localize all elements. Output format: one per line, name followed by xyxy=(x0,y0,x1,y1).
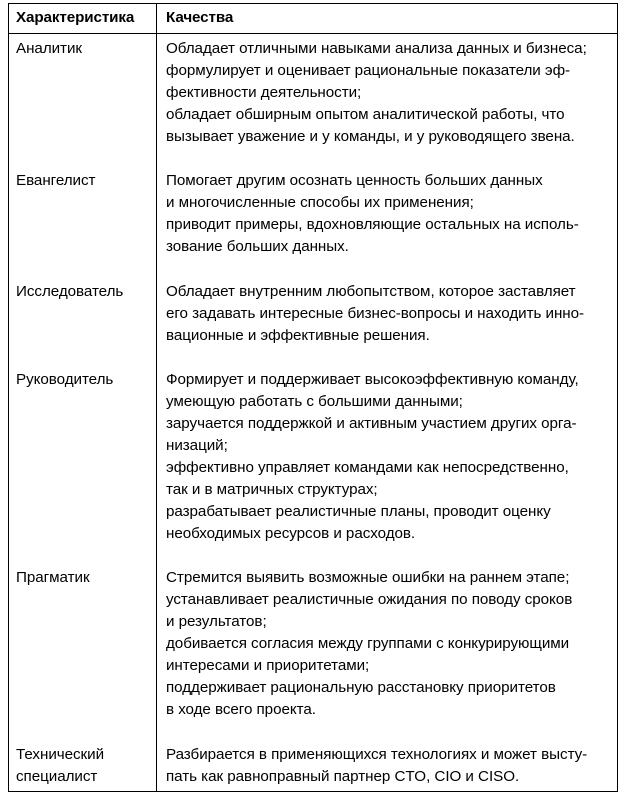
table-row xyxy=(9,347,618,545)
column-header-qualities: Качества xyxy=(157,4,618,34)
qualities-text-line: и многочисленные способы их применения; xyxy=(166,194,474,212)
characteristics-qualities-table xyxy=(8,3,618,792)
qualities-text-line: устанавливает реалистичные ожидания по поводу сроков xyxy=(166,591,573,609)
cell-characteristic xyxy=(9,258,157,346)
qualities-text-line: необходимых ресурсов и расходов. xyxy=(166,525,416,543)
characteristic-text-line: Технический xyxy=(16,745,105,763)
cell-qualities xyxy=(157,258,618,346)
table-body xyxy=(9,34,618,792)
row-spacer xyxy=(16,347,156,369)
row-spacer xyxy=(16,148,156,170)
qualities-text-line: интересами и приоритетами; xyxy=(166,657,370,675)
qualities-text-line: заручается поддержкой и активным участием других орга- xyxy=(166,414,577,432)
table-row xyxy=(9,258,618,346)
characteristic-text-line: Руководитель xyxy=(16,370,114,388)
qualities-table-container xyxy=(8,3,617,792)
qualities-text-line: и результатов; xyxy=(166,613,267,631)
qualities-text-line: фективности деятельности; xyxy=(166,84,362,102)
cell-characteristic xyxy=(9,545,157,721)
cell-characteristic xyxy=(9,148,157,258)
qualities-text-line: умеющую работать с большими данными; xyxy=(166,392,463,410)
row-spacer xyxy=(166,258,617,280)
characteristic-text-line: Исследователь xyxy=(16,282,124,300)
qualities-text-line: приводит примеры, вдохновляющие остальных на исполь- xyxy=(166,216,579,234)
qualities-text-line: его задавать интересные бизнес-вопросы и находить инно- xyxy=(166,304,585,322)
table-header xyxy=(9,4,618,34)
characteristic-text-line: Аналитик xyxy=(16,40,82,57)
qualities-text-line: поддерживает рациональную расстановку приоритетов xyxy=(166,679,556,697)
qualities-text-line: вызывает уважение и у команды, и у руководящего звена. xyxy=(166,128,575,146)
qualities-text-line: обладает обширным опытом аналитической работы, что xyxy=(166,106,565,124)
cell-qualities xyxy=(157,148,618,258)
qualities-text-line: Обладает внутренним любопытством, которое заставляет xyxy=(166,282,576,300)
qualities-text-line: Разбирается в применяющихся технологиях и может высту- xyxy=(166,745,588,763)
qualities-text-line: Формирует и поддерживает высокоэффективную команду, xyxy=(166,370,579,388)
cell-qualities xyxy=(157,721,618,791)
row-spacer xyxy=(166,545,617,567)
qualities-text-line: зование больших данных. xyxy=(166,238,349,256)
row-spacer xyxy=(16,258,156,280)
row-spacer xyxy=(166,148,617,170)
qualities-text-line: формулирует и оценивает рациональные показатели эф- xyxy=(166,62,571,80)
qualities-text-line: Помогает другим осознать ценность больших данных xyxy=(166,172,543,190)
qualities-text-line: Обладает отличными навыками анализа данных и бизнеса; xyxy=(166,40,587,57)
characteristic-text-line: специалист xyxy=(16,767,98,785)
table-row xyxy=(9,148,618,258)
cell-characteristic xyxy=(9,721,157,791)
qualities-text-line: в ходе всего проекта. xyxy=(166,701,316,719)
qualities-text-line: вационные и эффективные решения. xyxy=(166,326,430,344)
row-spacer xyxy=(166,721,617,743)
column-header-characteristic: Характеристика xyxy=(9,4,157,34)
row-spacer xyxy=(16,545,156,567)
qualities-text-line: Стремится выявить возможные ошибки на раннем этапе; xyxy=(166,569,570,587)
cell-qualities xyxy=(157,34,618,149)
row-spacer xyxy=(16,721,156,743)
cell-qualities xyxy=(157,545,618,721)
row-spacer xyxy=(166,347,617,369)
qualities-text-line: так и в матричных структурах; xyxy=(166,480,378,498)
characteristic-text-line: Прагматик xyxy=(16,569,90,587)
characteristic-text-line: Евангелист xyxy=(16,172,96,190)
qualities-text-line: эффективно управляет командами как непосредственно, xyxy=(166,458,569,476)
cell-characteristic xyxy=(9,347,157,545)
table-row xyxy=(9,34,618,149)
cell-qualities xyxy=(157,347,618,545)
table-row xyxy=(9,545,618,721)
qualities-text-line: добивается согласия между группами с конкурирующими xyxy=(166,635,570,653)
cell-characteristic xyxy=(9,34,157,149)
qualities-text-line: пать как равноправный партнер CTO, CIO и CISO. xyxy=(166,767,520,785)
table-header-row xyxy=(9,4,618,34)
qualities-text-line: разрабатывает реалистичные планы, проводит оценку xyxy=(166,502,551,520)
qualities-text-line: низаций; xyxy=(166,436,228,454)
table-row xyxy=(9,721,618,791)
